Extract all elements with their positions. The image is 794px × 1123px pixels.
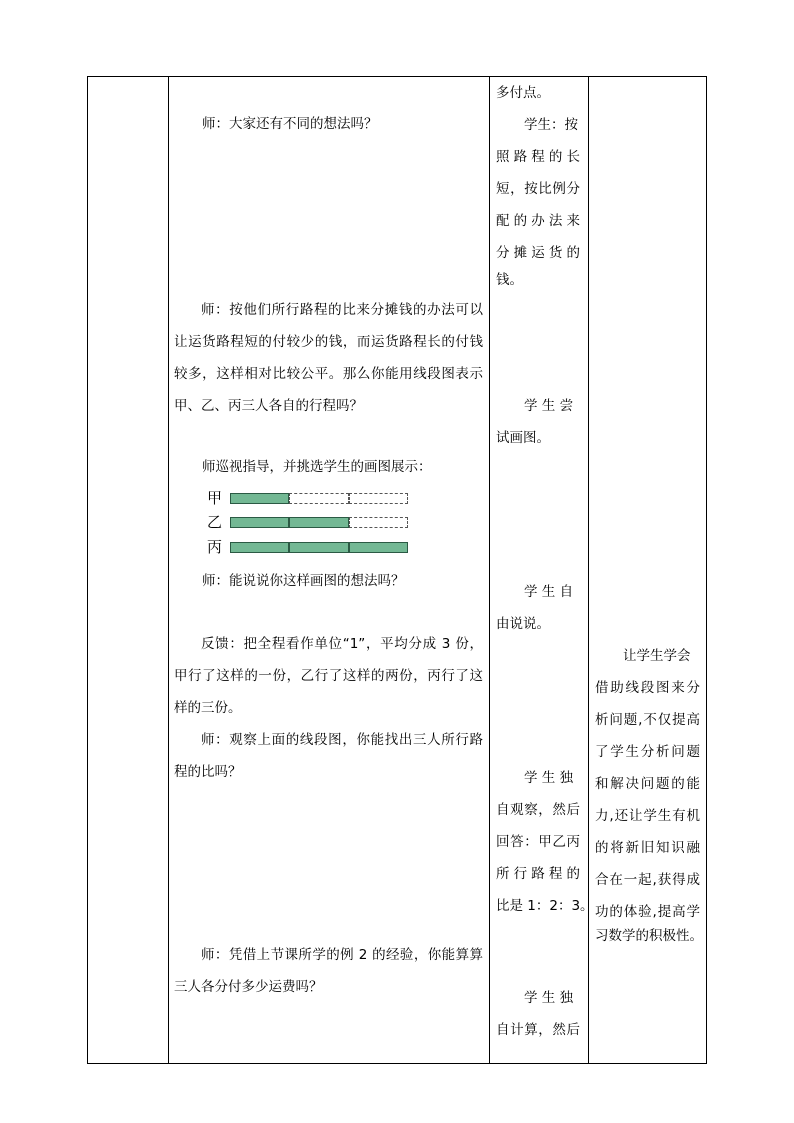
student-text-line: 回答：甲乙丙	[496, 834, 580, 850]
student-text-line: 多付点。	[496, 85, 550, 101]
feedback-line: 反馈：把全程看作单位“1”，平均分成 3 份，	[201, 636, 483, 652]
intent-text-line: 习数学的积极性。	[595, 928, 703, 944]
student-text-line: 短，按比例分	[496, 181, 580, 197]
student-text-line: 试画图。	[496, 430, 550, 446]
student-text-line: 学 生 尝	[524, 398, 574, 414]
student-text-line: 所行路程的	[496, 866, 580, 882]
segment-jia-part-1	[230, 493, 289, 504]
intent-text-line: 的将新旧知识融	[595, 840, 700, 856]
segment-jia-part-3	[349, 493, 408, 504]
teacher-paragraph-line: 较多，这样相对比较公平。那么你能用线段图表示	[174, 366, 483, 382]
student-text-line: 分摊运货的	[496, 245, 580, 261]
teacher-observe-line: 程的比吗？	[174, 764, 242, 780]
teacher-calc-line: 三人各分付多少运费吗？	[174, 979, 323, 995]
teacher-paragraph-line: 师：按他们所行路程的比来分摊钱的办法可以	[201, 302, 483, 318]
intent-text-line: 借助线段图来分	[595, 680, 700, 696]
teacher-calc-line: 师：凭借上节课所学的例 2 的经验，你能算算	[201, 947, 483, 963]
student-text-line: 学 生 自	[524, 584, 574, 600]
teacher-paragraph-line: 让运货路程短的付较少的钱，而运货路程长的付钱	[174, 334, 483, 350]
student-text-line: 照路程的长	[496, 149, 580, 165]
feedback-line: 甲行了这样的一份，乙行了这样的两份，丙行了这	[174, 668, 483, 684]
student-text-line: 由说说。	[496, 616, 550, 632]
student-text-line: 学生：按	[524, 117, 578, 133]
teacher-observe-line: 师：观察上面的线段图，你能找出三人所行路	[201, 732, 483, 748]
teacher-patrol-note: 师巡视指导，并挑选学生的画图展示：	[202, 459, 432, 475]
column-divider-2	[489, 76, 490, 1064]
segment-bing-part-2	[289, 542, 349, 553]
intent-text-line: 功的体验,提高学	[595, 904, 700, 920]
student-text-line: 配的办法来	[496, 213, 580, 229]
intent-text-line: 析问题,不仅提高	[595, 712, 700, 728]
segment-bing-part-1	[230, 542, 289, 553]
feedback-line: 样的三份。	[174, 700, 242, 716]
segment-jia-part-2	[289, 493, 349, 504]
intent-text-line: 合在一起,获得成	[595, 872, 700, 888]
teacher-question-explain: 师：能说说你这样画图的想法吗？	[202, 573, 405, 589]
segment-label-bing: 丙	[207, 538, 223, 556]
segment-yi-part-2	[289, 517, 349, 528]
student-text-line: 自计算，然后	[496, 1022, 580, 1038]
student-text-line: 钱。	[496, 272, 523, 288]
segment-label-jia: 甲	[207, 489, 223, 507]
column-divider-1	[168, 76, 169, 1064]
segment-label-yi: 乙	[207, 513, 223, 531]
intent-text-line: 了学生分析问题	[595, 744, 700, 760]
segment-yi-part-3	[349, 517, 408, 528]
student-text-line: 学 生 独	[524, 990, 574, 1006]
student-text-line: 自观察，然后	[496, 802, 580, 818]
segment-yi-part-1	[230, 517, 289, 528]
teacher-question-other-ideas: 师：大家还有不同的想法吗？	[202, 116, 378, 132]
student-text-line: 比是 1：2：3。	[496, 898, 594, 914]
teacher-paragraph-line: 甲、乙、丙三人各自的行程吗？	[174, 398, 363, 414]
intent-text-line: 力,还让学生有机	[595, 808, 700, 824]
segment-bing-part-3	[349, 542, 408, 553]
intent-text-line: 和解决问题的能	[595, 776, 700, 792]
intent-text-line: 让学生学会	[623, 648, 691, 664]
student-text-line: 学 生 独	[524, 770, 574, 786]
